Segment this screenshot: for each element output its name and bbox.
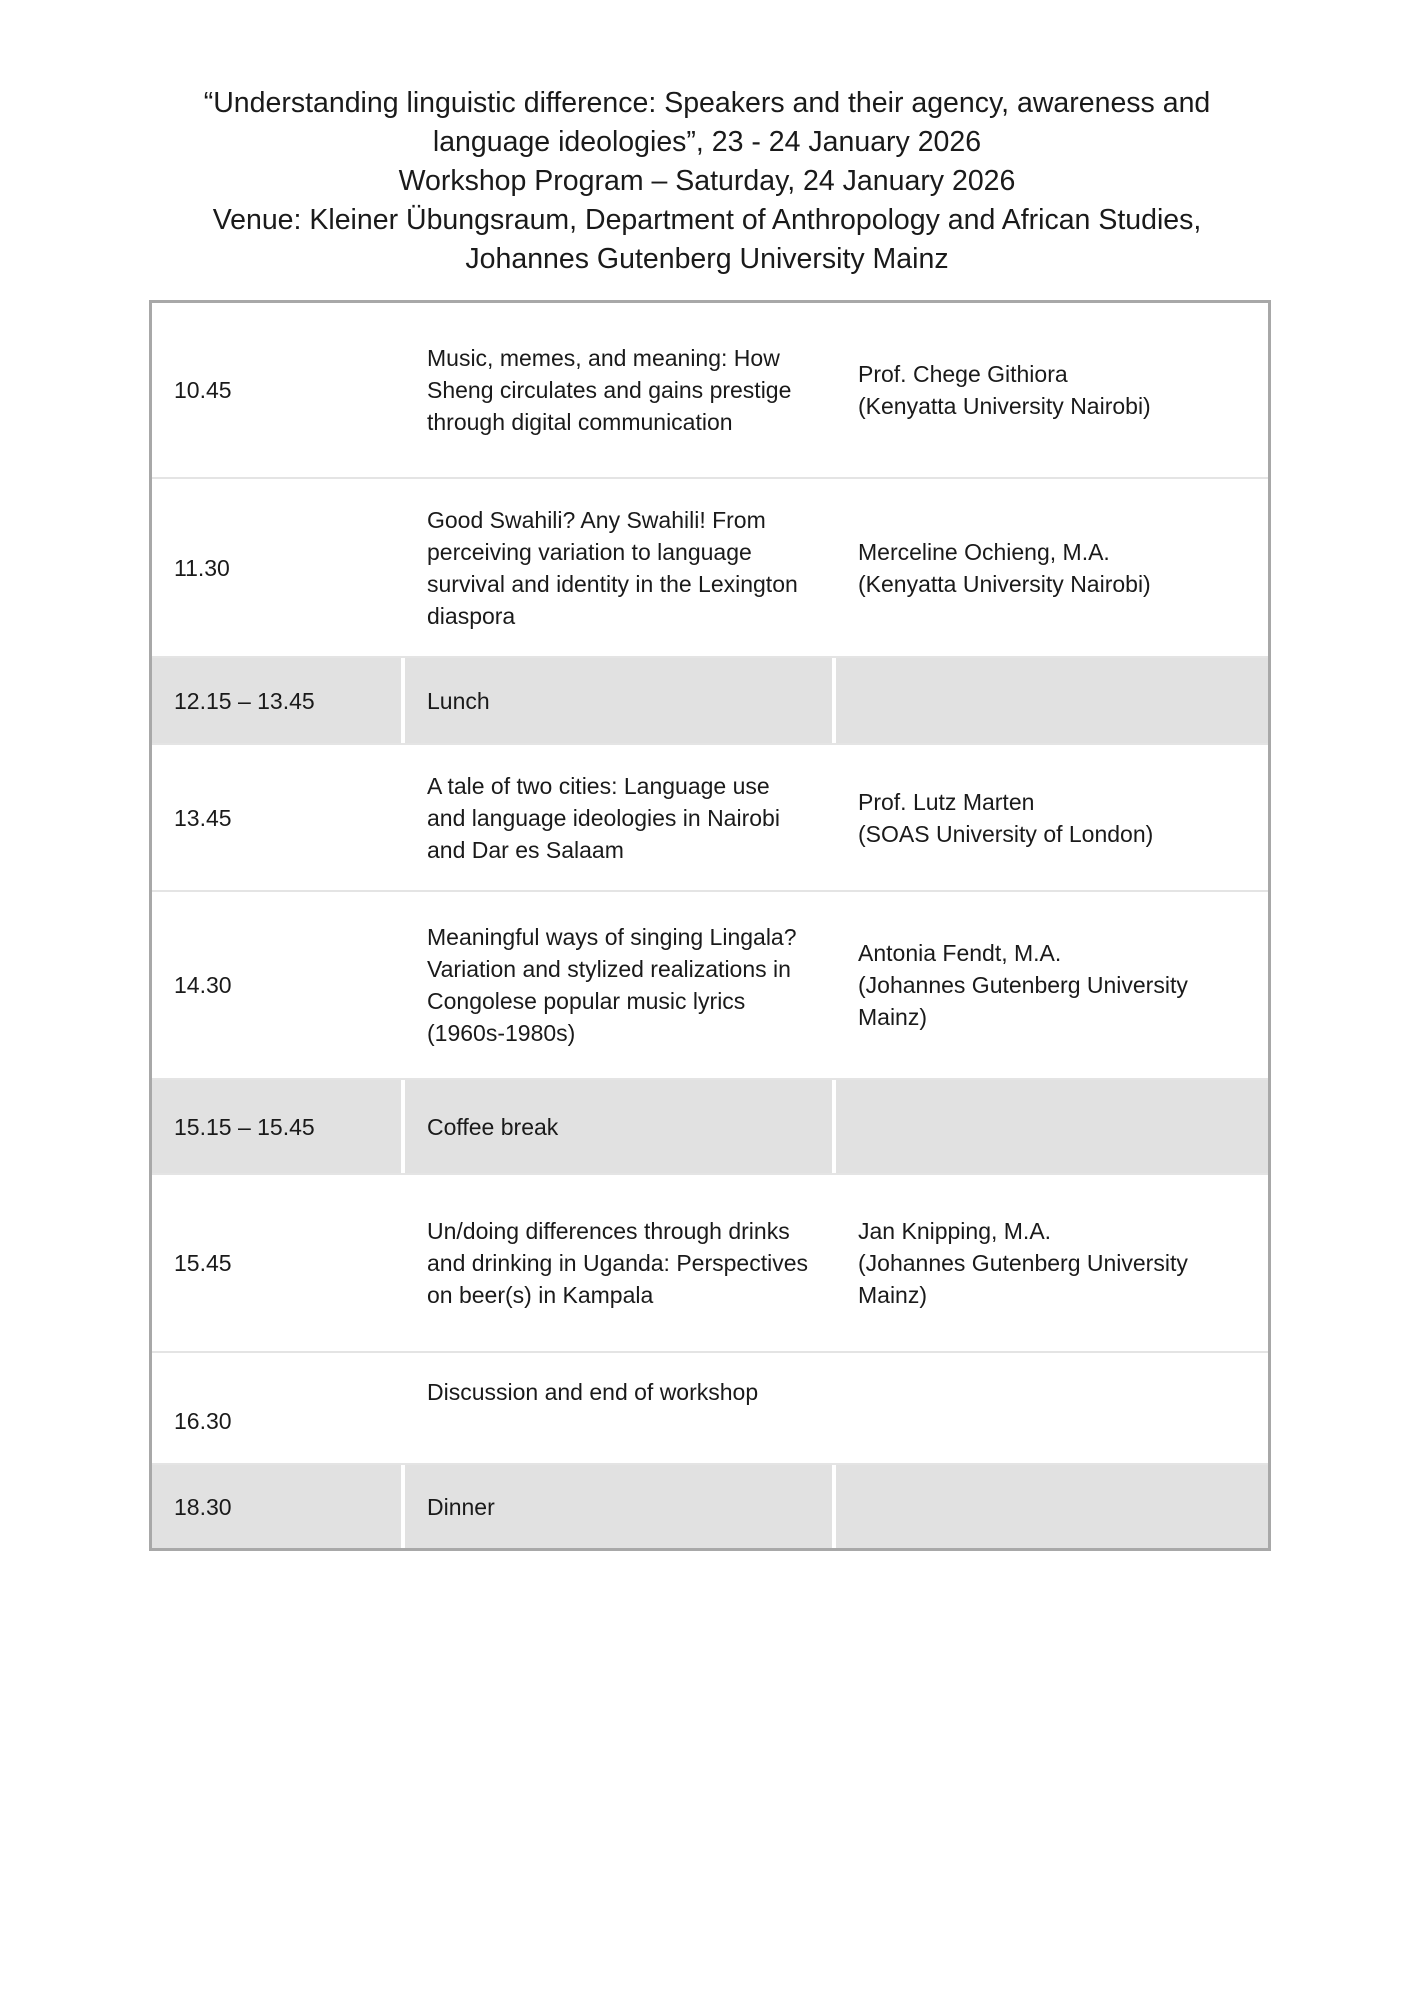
session-title: Lunch	[405, 658, 836, 743]
schedule-row	[152, 479, 1268, 658]
session-title: Good Swahili? Any Swahili! From perceiving variation to language survival and identity in the Lexington diaspora	[405, 479, 836, 656]
venue-line: Venue: Kleiner Übungsraum, Department of Anthropology and African Studies,	[212, 204, 1202, 236]
session-speaker	[836, 1080, 1268, 1173]
program-schedule-table	[149, 300, 1271, 1551]
session-title: A tale of two cities: Language use and language ideologies in Nairobi and Dar es Salaam	[405, 745, 836, 890]
workshop-title-line-1: “Understanding linguistic difference: Speakers and their agency, awareness and	[203, 87, 1211, 119]
speaker-name: Prof. Chege Githiora	[858, 361, 1068, 387]
session-title: Dinner	[405, 1465, 836, 1548]
session-time: 10.45	[152, 303, 405, 477]
schedule-row	[152, 745, 1268, 892]
speaker-affiliation: (Johannes Gutenberg University Mainz)	[858, 1250, 1188, 1308]
schedule-row	[152, 1175, 1268, 1353]
session-title: Coffee break	[405, 1080, 836, 1173]
session-time: 12.15 – 13.45	[152, 658, 405, 743]
session-speaker	[836, 745, 1268, 890]
session-speaker	[836, 303, 1268, 477]
session-title: Meaningful ways of singing Lingala? Variation and stylized realizations in Congolese popular music lyrics (1960s-1980s)	[405, 892, 836, 1078]
session-title: Un/doing differences through drinks and drinking in Uganda: Perspectives on beer(s) in Kampala	[405, 1175, 836, 1351]
schedule-row	[152, 1353, 1268, 1465]
schedule-row-break	[152, 1465, 1268, 1548]
session-speaker	[836, 479, 1268, 656]
session-speaker	[836, 658, 1268, 743]
speaker-affiliation: (SOAS University of London)	[858, 820, 1154, 847]
speaker-name: Prof. Lutz Marten	[858, 788, 1035, 815]
speaker-name: Antonia Fendt, M.A.	[858, 940, 1062, 966]
speaker-affiliation: (Kenyatta University Nairobi)	[858, 393, 1151, 419]
session-title: Discussion and end of workshop	[405, 1353, 836, 1463]
session-speaker	[836, 1175, 1268, 1351]
session-speaker	[836, 1465, 1268, 1548]
session-time: 14.30	[152, 892, 405, 1078]
session-title: Music, memes, and meaning: How Sheng circulates and gains prestige through digital communication	[405, 303, 836, 477]
venue-university-line: Johannes Gutenberg University Mainz	[465, 243, 949, 275]
document-header	[0, 84, 1414, 279]
session-time: 15.45	[152, 1175, 405, 1351]
speaker-affiliation: (Johannes Gutenberg University Mainz)	[858, 972, 1188, 1030]
schedule-row-break	[152, 658, 1268, 745]
session-time: 15.15 – 15.45	[152, 1080, 405, 1173]
session-time: 16.30	[152, 1353, 405, 1463]
speaker-name: Merceline Ochieng, M.A.	[858, 538, 1110, 565]
schedule-row	[152, 303, 1268, 479]
session-speaker	[836, 1353, 1268, 1463]
session-time: 11.30	[152, 479, 405, 656]
schedule-row-break	[152, 1080, 1268, 1175]
workshop-title-line-2: language ideologies”, 23 - 24 January 2026	[432, 126, 982, 158]
program-date-line: Workshop Program – Saturday, 24 January 2026	[398, 165, 1016, 197]
session-time: 18.30	[152, 1465, 405, 1548]
session-time: 13.45	[152, 745, 405, 890]
schedule-row	[152, 892, 1268, 1080]
speaker-affiliation: (Kenyatta University Nairobi)	[858, 570, 1151, 597]
speaker-name: Jan Knipping, M.A.	[858, 1218, 1052, 1244]
session-speaker	[836, 892, 1268, 1078]
